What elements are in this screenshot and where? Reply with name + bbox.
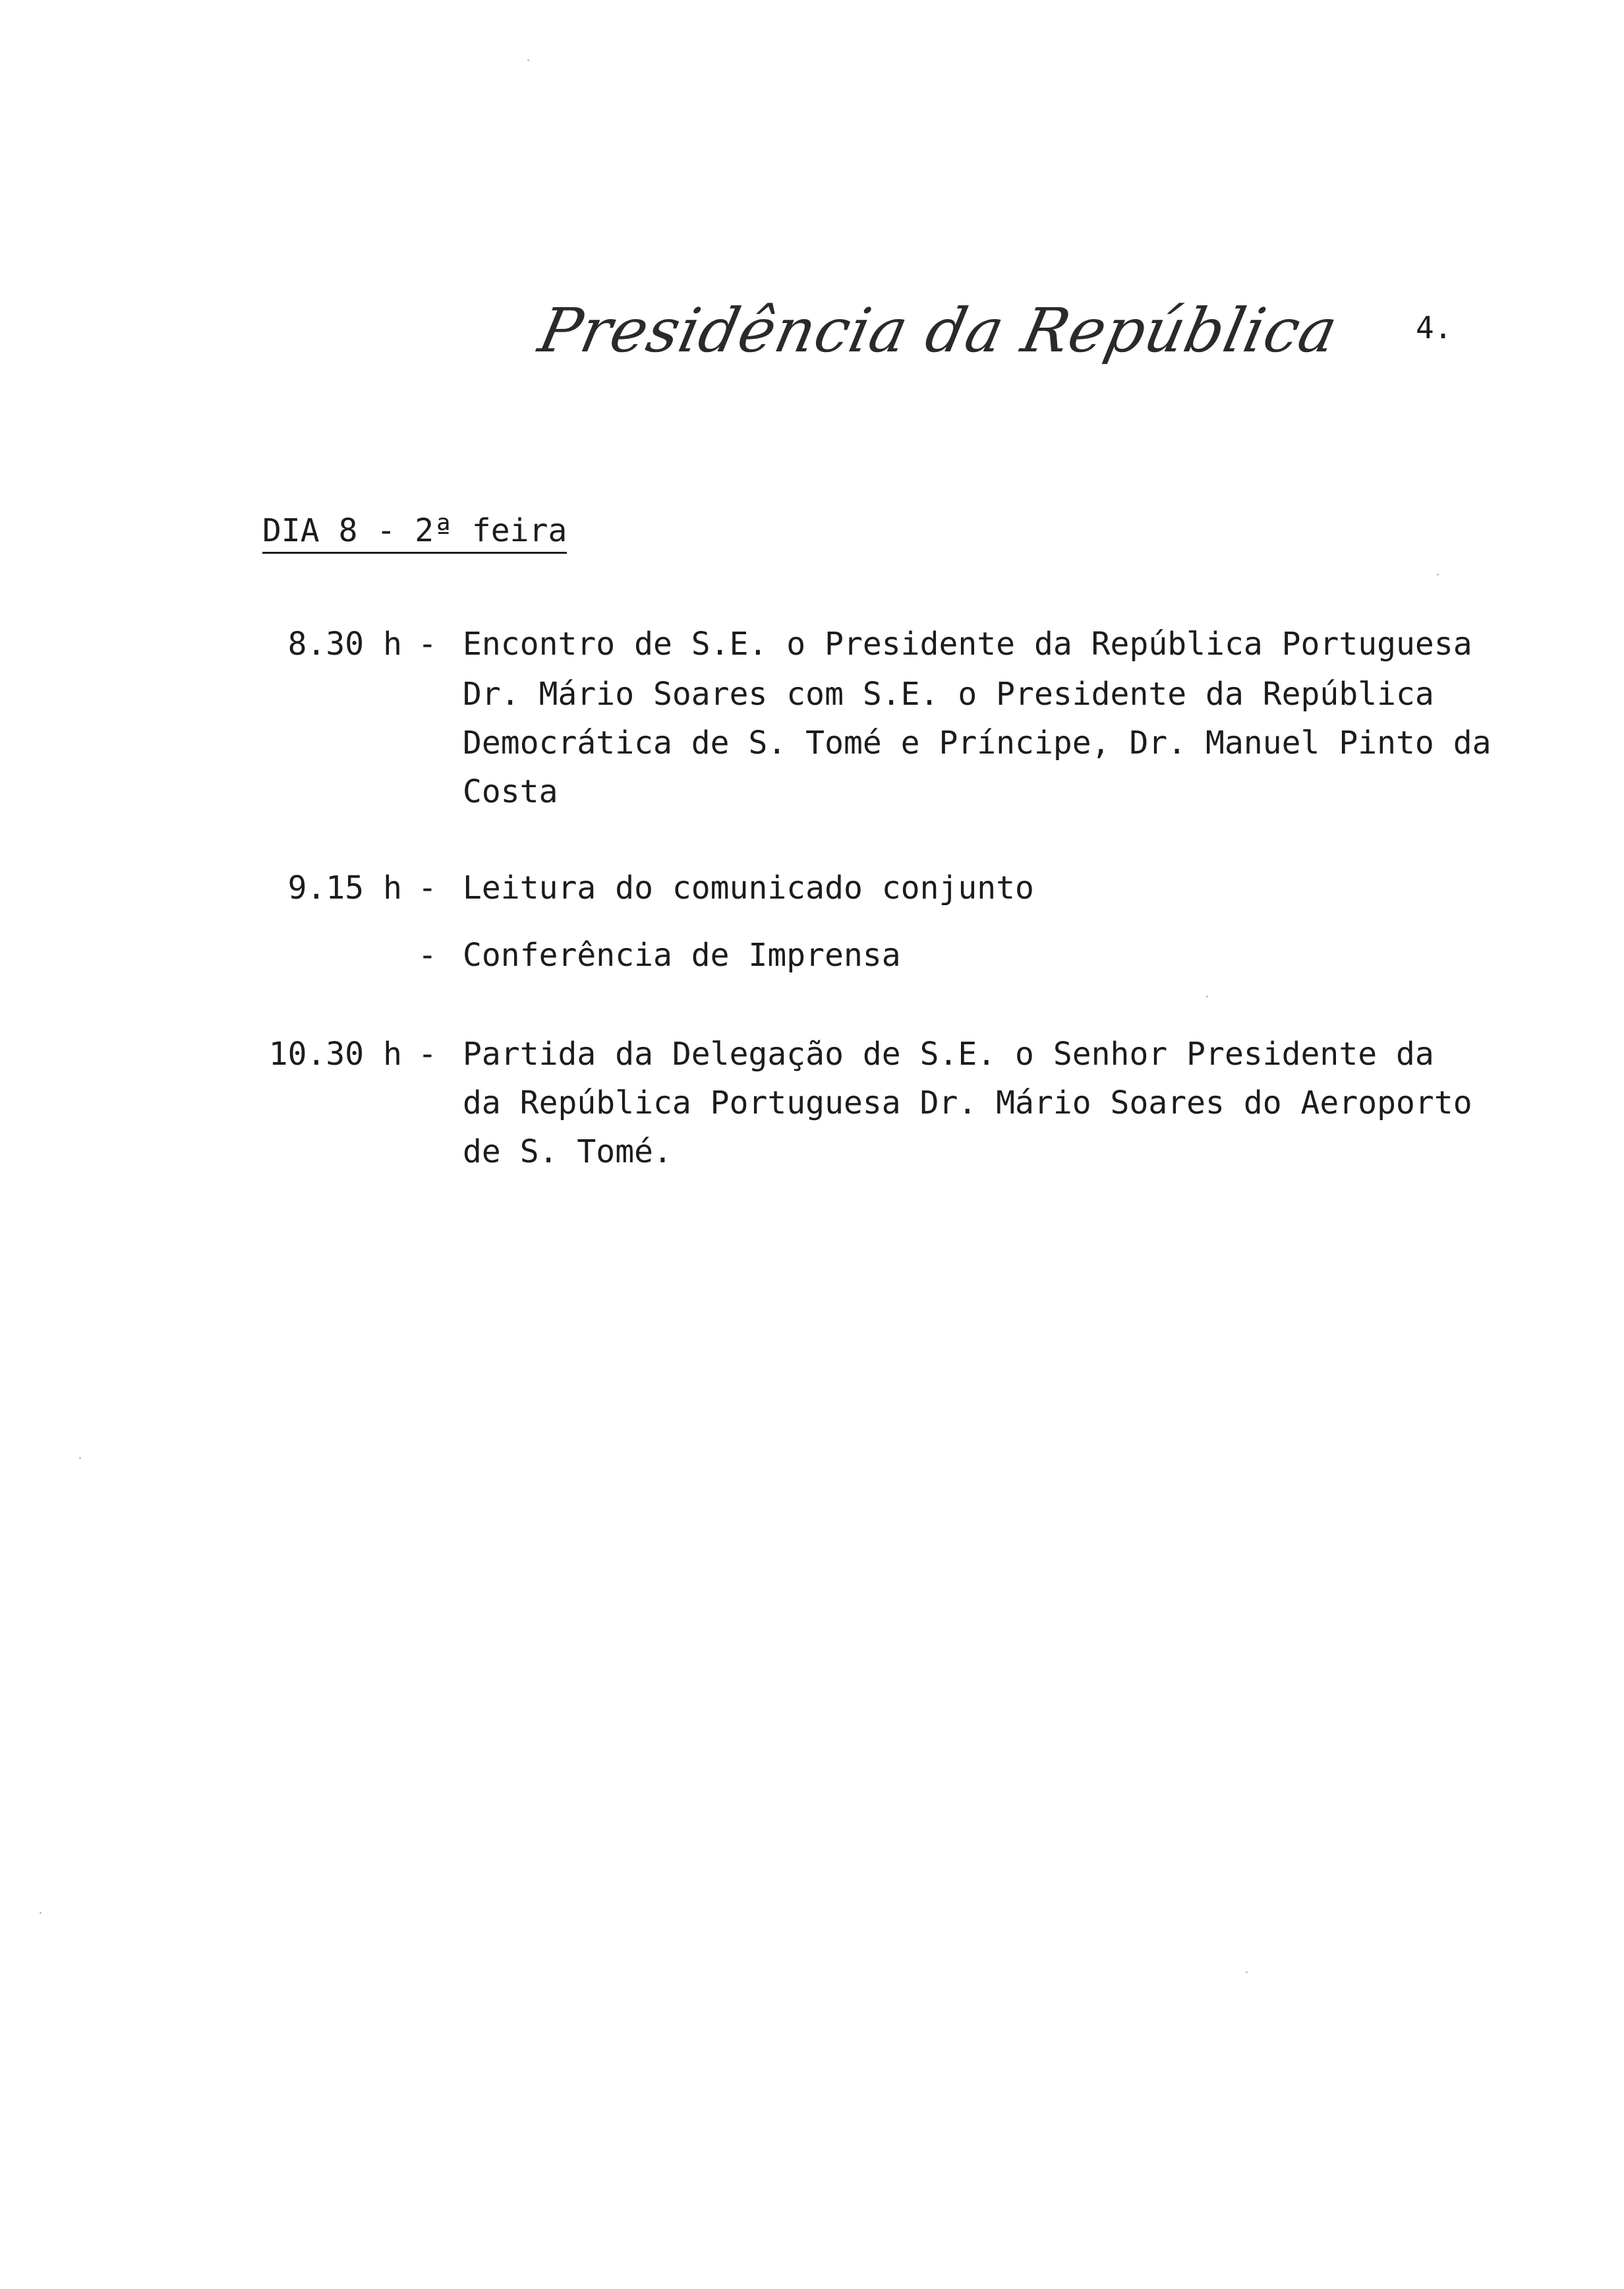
- schedule-line: Dr. Mário Soares com S.E. o Presidente da República: [463, 676, 1434, 713]
- schedule-dash: -: [418, 870, 437, 907]
- schedule-line: Costa: [463, 773, 558, 810]
- schedule-line: Encontro de S.E. o Presidente da República Portuguesa: [463, 626, 1472, 663]
- schedule-dash: -: [418, 1036, 437, 1073]
- schedule-time: 8.30 h: [287, 626, 402, 663]
- schedule-line: de S. Tomé.: [463, 1133, 672, 1170]
- day-heading: DIA 8 - 2ª feira: [262, 513, 567, 554]
- schedule-dash: -: [418, 626, 437, 663]
- schedule-line: Partida da Delegação de S.E. o Senhor Presidente da: [463, 1036, 1434, 1073]
- scan-speck: [79, 1457, 81, 1459]
- schedule-dash: -: [418, 937, 437, 974]
- schedule-time: 10.30 h: [268, 1036, 402, 1073]
- schedule-line: Leitura do comunicado conjunto: [463, 870, 1034, 907]
- scan-speck: [40, 1912, 42, 1914]
- scan-speck: [527, 59, 529, 61]
- scan-speck: [1206, 996, 1208, 997]
- schedule-line: da República Portuguesa Dr. Mário Soares do Aeroporto: [463, 1085, 1472, 1121]
- schedule-line: Democrática de S. Tomé e Príncipe, Dr. Manuel Pinto da: [463, 725, 1492, 761]
- schedule-time: 9.15 h: [287, 870, 402, 907]
- page-number: 4.: [1416, 310, 1453, 345]
- letterhead-title: Presidência da República: [533, 295, 1344, 366]
- scan-speck: [1437, 574, 1439, 576]
- schedule-line: Conferência de Imprensa: [463, 937, 901, 974]
- scan-speck: [1246, 1971, 1248, 1973]
- letterhead: [533, 282, 1344, 407]
